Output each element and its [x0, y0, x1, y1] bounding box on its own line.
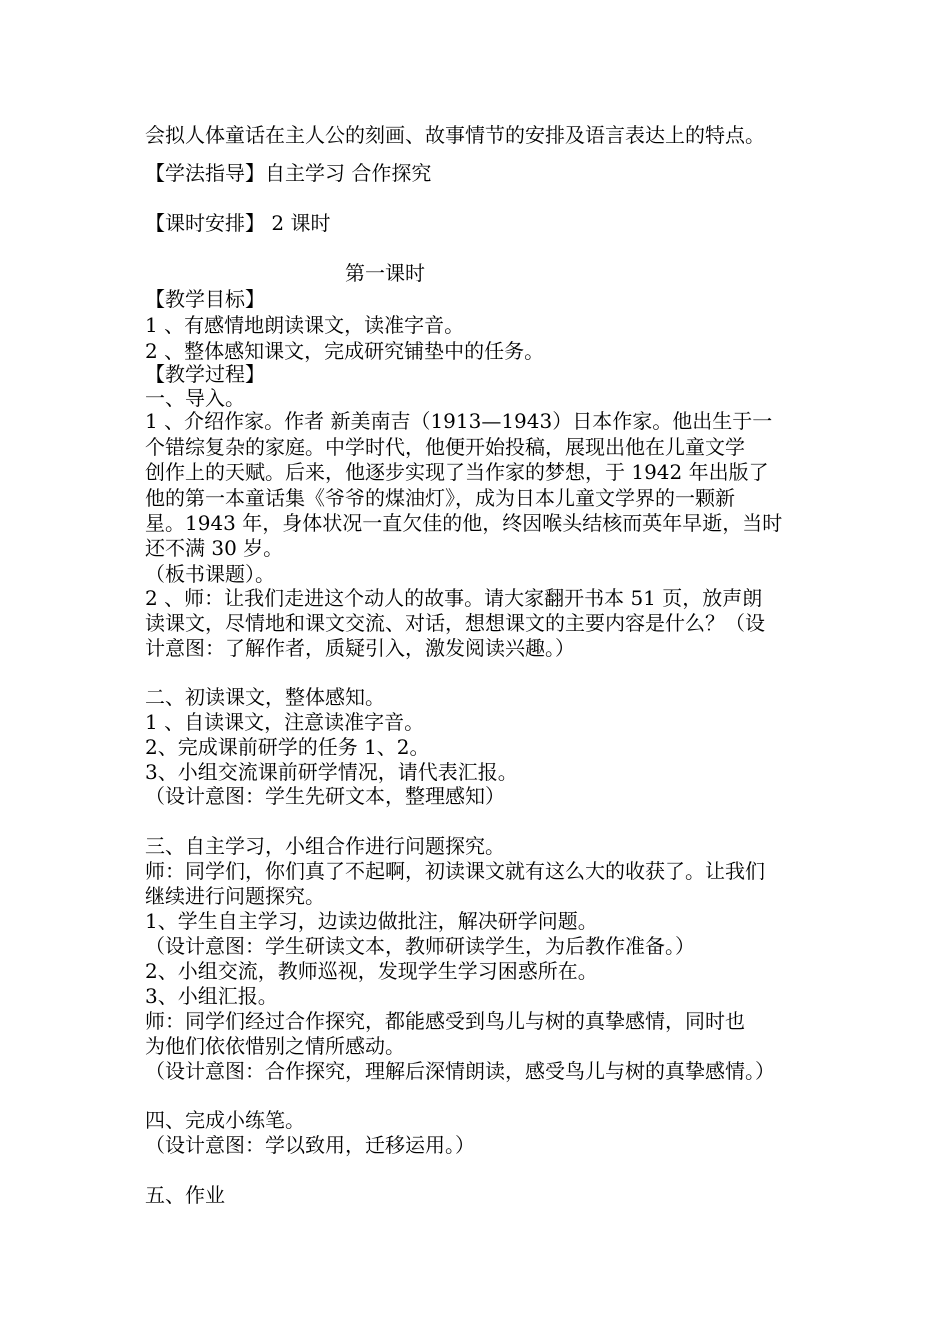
list-item: 1 、自读课文，注意读准字音。 [145, 710, 425, 734]
lesson-title: 第一课时 [345, 261, 425, 285]
paragraph-line: 读课文，尽情地和课文交流、对话，想想课文的主要内容是什么？（设 [145, 611, 765, 635]
design-note: （设计意图：合作探究，理解后深情朗读，感受鸟儿与树的真挚感情。） [145, 1059, 775, 1083]
list-item: 2、小组交流，教师巡视，发现学生学习困惑所在。 [145, 959, 598, 983]
section-title: 五、作业 [145, 1183, 225, 1207]
goal-item: 2 、整体感知课文，完成研究铺垫中的任务。 [145, 339, 545, 363]
paragraph-line: （板书课题）。 [145, 562, 275, 586]
paragraph-line: 为他们依依惜别之情所感动。 [145, 1034, 405, 1058]
design-note: （设计意图：学生研读文本，教师研读学生，为后教作准备。） [145, 934, 695, 958]
list-item: 1、学生自主学习，边读边做批注，解决研学问题。 [145, 909, 598, 933]
paragraph-line: 还不满 30 岁。 [145, 536, 284, 560]
goals-heading: 【教学目标】 [145, 287, 265, 311]
paragraph-line: 他的第一本童话集《爷爷的煤油灯》，成为日本儿童文学界的一颗新 [145, 486, 735, 510]
paragraph-line: 师：同学们，你们真了不起啊，初读课文就有这么大的收获了。让我们 [145, 859, 765, 883]
list-item: 3、小组交流课前研学情况，请代表汇报。 [145, 760, 518, 784]
section-title: 四、完成小练笔。 [145, 1108, 305, 1132]
paragraph-line: 计意图：了解作者，质疑引入，激发阅读兴趣。） [145, 636, 575, 660]
paragraph-line: 师：同学们经过合作探究，都能感受到鸟儿与树的真挚感情，同时也 [145, 1009, 745, 1033]
paragraph-line: 创作上的天赋。后来，他逐步实现了当作家的梦想，于 1942 年出版了 [145, 460, 769, 484]
design-note: （设计意图：学以致用，迁移运用。） [145, 1133, 475, 1157]
paragraph-line: 2 、师：让我们走进这个动人的故事。请大家翻开书本 51 页，放声朗 [145, 586, 763, 610]
list-item: 3、小组汇报。 [145, 984, 278, 1008]
process-heading: 【教学过程】 [145, 362, 265, 386]
section-title: 三、自主学习，小组合作进行问题探究。 [145, 834, 505, 858]
paragraph-line: 星。1943 年，身体状况一直欠佳的他，终因喉头结核而英年早逝，当时 [145, 511, 783, 535]
intro-paragraph-tail: 会拟人体童话在主人公的刻画、故事情节的安排及语言表达上的特点。 [145, 123, 765, 147]
study-method-line: 【学法指导】自主学习 合作探究 [145, 161, 432, 185]
design-note: （设计意图：学生先研文本，整理感知） [145, 784, 505, 808]
section-title: 一、导入。 [145, 386, 245, 410]
list-item: 2、完成课前研学的任务 1、2。 [145, 735, 430, 759]
goal-item: 1 、有感情地朗读课文，读准字音。 [145, 313, 465, 337]
paragraph-line: 1 、介绍作家。作者 新美南吉（1913—1943）日本作家。他出生于一 [145, 409, 773, 433]
class-schedule-line: 【课时安排】 2 课时 [145, 211, 331, 235]
paragraph-line: 个错综复杂的家庭。中学时代，他便开始投稿，展现出他在儿童文学 [145, 435, 745, 459]
paragraph-line: 继续进行问题探究。 [145, 884, 325, 908]
section-title: 二、初读课文，整体感知。 [145, 685, 385, 709]
